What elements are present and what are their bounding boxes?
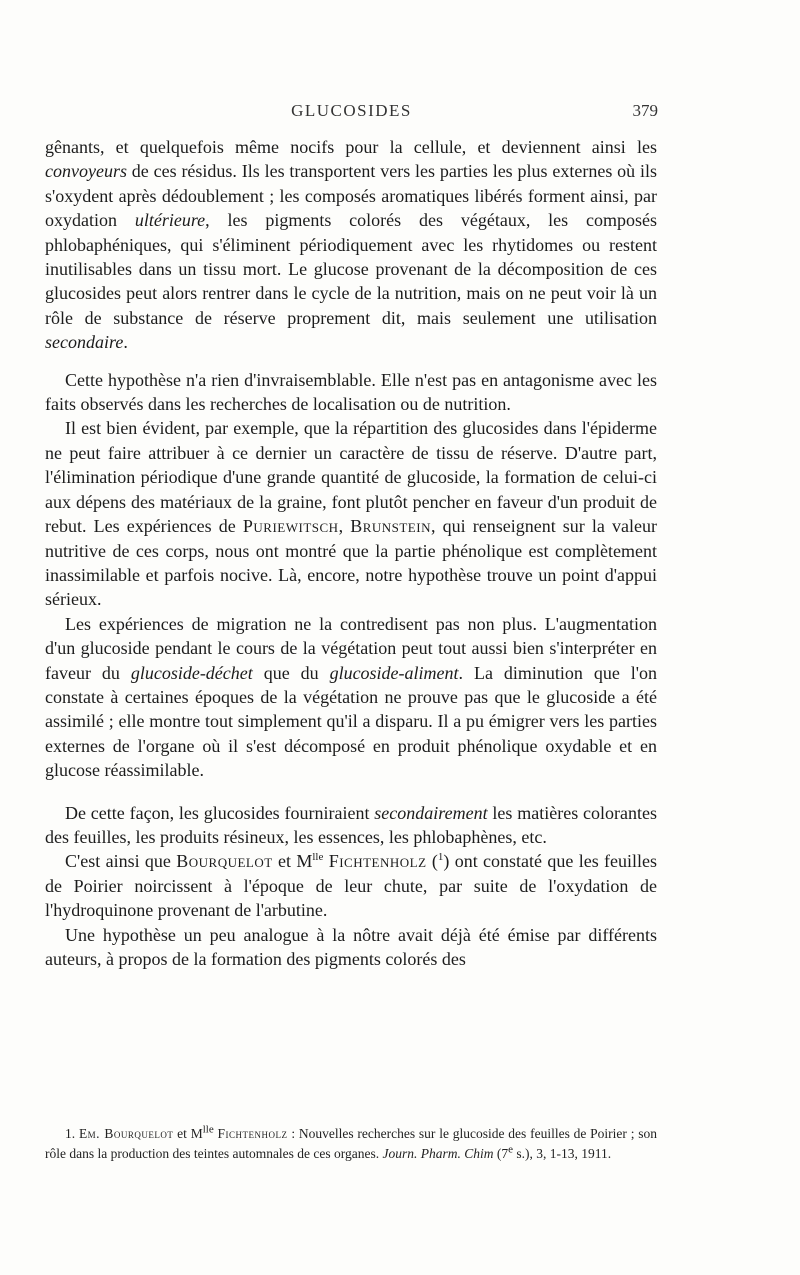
italic-run: ultérieure	[134, 210, 206, 231]
paragraph-3	[45, 416, 657, 611]
superscript: lle	[312, 851, 324, 864]
superscript: lle	[202, 1123, 214, 1136]
italic-run: glucoside-déchet	[130, 662, 253, 683]
paragraph-4	[45, 612, 657, 783]
superscript: e	[508, 1143, 514, 1155]
paragraph-1	[45, 135, 657, 355]
footnote	[45, 1124, 657, 1163]
author-name: Fichtenholz	[217, 1126, 288, 1141]
text-run: (	[426, 851, 438, 872]
author-name: Fichtenholz	[328, 851, 427, 872]
paragraph-2	[45, 368, 657, 417]
body-text	[45, 135, 657, 971]
paragraph-6	[45, 849, 657, 922]
text-run: , les pigments colorés des végétaux, les composés phlobaphéniques, qui s'éliminent périodiquement avec les rhytidomes ou restent inutilisables dans un tissu mort. Le glucose provenant de la décomposition de ces glucosides peut alors rentrer dans le cycle de la nutrition, mais on ne peut voir là un rôle de substance de réserve proprement dit, mais seulement une utilisation	[45, 210, 657, 328]
paragraph-5	[45, 801, 657, 850]
text-run: de ces résidus. Ils les transportent vers les parties les plus externes où ils s'oxydent après dédoublement ; les composés aromatiques libérés forment ainsi, par oxydation	[45, 161, 657, 231]
italic-run: glucoside-aliment	[329, 662, 459, 683]
footnote-number: 1.	[65, 1126, 76, 1141]
text-run: et M	[272, 851, 313, 872]
journal-title: Journ. Pharm. Chim	[382, 1145, 494, 1161]
text-run: (7	[493, 1145, 509, 1161]
text-run: ,	[338, 516, 351, 537]
text-run: gênants, et quelquefois même nocifs pour la cellule, et deviennent ainsi les	[45, 137, 657, 157]
author-name: Bourquelot	[176, 851, 273, 872]
text-run: s.), 3, 1-13, 1911.	[513, 1145, 612, 1161]
text-run: Une hypothèse un peu analogue à la nôtre avait déjà été émise par différents auteurs, à propos de la formation des pigments colorés des	[45, 924, 657, 969]
text-run: les matières colorantes des feuilles, les produits résineux, les essences, les phlobaphènes, etc.	[45, 802, 657, 847]
text-run: que du	[252, 662, 330, 683]
text-run: Cette hypothèse n'a rien d'invraisemblable. Elle n'est pas en antagonisme avec les faits observés dans les recherches de localisation ou de nutrition.	[45, 369, 657, 415]
text-run: Les expériences de migration ne la contredisent pas non plus. L'augmentation d'un glucoside pendant le cours de la végétation peut tout aussi bien s'interpréter en faveur du	[45, 613, 657, 683]
text-run: : Nouvelles recherches sur le glucoside des feuilles de Poirier ; son rôle dans la production des teintes automnales de ces organes.	[45, 1126, 658, 1161]
text-run: .	[123, 332, 128, 353]
running-title: GLUCOSIDES	[291, 101, 412, 120]
author-name: Brunstein	[350, 516, 431, 537]
footnote-1	[45, 1124, 657, 1163]
author-name: Puriewitsch	[242, 516, 339, 537]
text-run: . La diminution que l'on constate à certaines époques de la végétation ne prouve pas que le glucoside a été assimilé ; elle montre tout simplement qu'il a disparu. Il a pu émigrer vers les parties externes de l'organe où il s'est décomposé en produit phénolique oxydable et en glucose réassimilable.	[45, 662, 657, 781]
text-run: , qui renseignent sur la valeur nutritive de ces corps, nous ont montré que la partie phénolique est complètement inassimilable et parfois nocive. Là, encore, notre hypothèse trouve un point d'appui sérieux.	[45, 516, 658, 610]
author-name: Em. Bourquelot	[78, 1126, 174, 1141]
italic-run: secondairement	[374, 802, 488, 823]
italic-run: convoyeurs	[45, 161, 127, 182]
footnote-reference[interactable]: 1	[437, 851, 444, 864]
text-run: et M	[173, 1126, 203, 1141]
text-run: Il est bien évident, par exemple, que la répartition des glucosides dans l'épiderme ne peut faire attribuer à ce dernier un caractère de tissu de réserve. D'autre part, l'élimination périodique d'une grande quantité de glucoside, la formation de celui-ci aux dépens des matériaux de la graine, font plutôt pencher en faveur d'un produit de rebut. Les expériences de	[45, 418, 657, 537]
text-run: C'est ainsi que	[65, 851, 177, 872]
text-run: ) ont constaté que les feuilles de Poirier noircissent à l'époque de leur chute, par suite de l'oxydation de l'hydroquinone provenant de l'arbutine.	[45, 851, 658, 921]
page-number: 379	[632, 101, 658, 120]
paragraph-7	[45, 923, 657, 972]
text-run: De cette façon, les glucosides fourniraient	[65, 802, 375, 823]
italic-run: secondaire	[45, 332, 124, 353]
page-header	[45, 101, 658, 127]
